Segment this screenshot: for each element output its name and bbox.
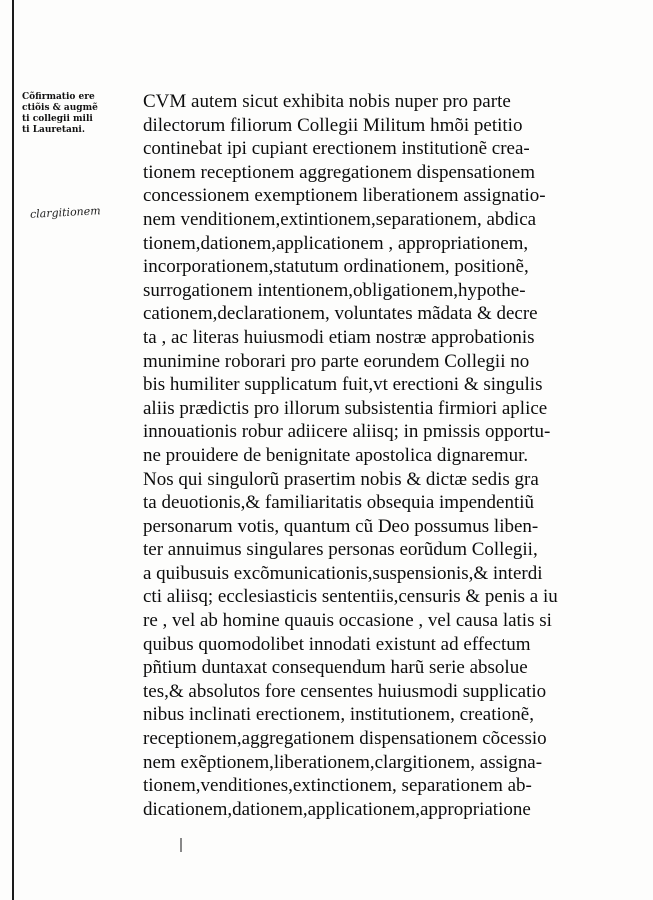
text-line: continebat ipi cupiant erectionem institutionẽ crea- xyxy=(143,138,530,160)
text-line: re , vel ab homine quauis occasione , vel causa latis si xyxy=(143,610,552,632)
text-line: ter annuimus singulares personas eorũdum Collegii, xyxy=(143,539,538,561)
text-line: concessionem exemptionem liberationem assignatio- xyxy=(143,185,546,207)
text-line: dilectorum filiorum Collegii Militum hmõi petitio xyxy=(143,114,523,136)
text-line: pñtium duntaxat consequendum harũ serie absolue xyxy=(143,657,528,679)
left-page-edge xyxy=(12,0,14,900)
text-line: cationem,declarationem, voluntates mãdata & decre xyxy=(143,303,538,325)
body-text xyxy=(143,90,603,821)
text-line: ta , ac literas huiusmodi etiam nostræ approbationis xyxy=(143,326,535,348)
text-line: Nos qui singulorũ prasertim nobis & dictæ sedis gra xyxy=(143,468,539,490)
text-line: personarum votis, quantum cũ Deo possumus liben- xyxy=(143,515,539,537)
text-line: bis humiliter supplicatum fuit,vt erectioni & singulis xyxy=(143,374,543,396)
text-line: surrogationem intentionem,obligationem,hypothe- xyxy=(143,279,526,301)
print-mark xyxy=(180,838,182,852)
text-line: quibus quomodolibet innodati existunt ad effectum xyxy=(143,633,531,655)
text-line: a quibusuis excõmunicationis,suspensionis,& interdi xyxy=(143,562,543,584)
handwritten-annotation: clargitionem xyxy=(29,204,101,221)
margin-note-line: ctiõis & augmẽ xyxy=(22,103,98,113)
margin-note xyxy=(22,92,134,136)
text-line: cti aliisq; ecclesiasticis sententiis,censuris & penis a iu xyxy=(143,586,558,608)
text-line: tionem,dationem,applicationem , appropriationem, xyxy=(143,232,529,254)
margin-note-line: ti Lauretani. xyxy=(22,125,85,135)
text-line: munimine roborari pro parte eorundem Collegii no xyxy=(143,350,530,372)
text-line: tes,& absolutos fore censentes huiusmodi supplicatio xyxy=(143,680,547,702)
text-line: tionem,venditiones,extinctionem, separationem ab- xyxy=(143,775,532,797)
text-line: receptionem,aggregationem dispensationem cõcessio xyxy=(143,728,547,750)
text-line: ne prouidere de benignitate apostolica dignaremur. xyxy=(143,444,529,466)
text-line: aliis prædictis pro illorum subsistentia firmiori aplice xyxy=(143,397,548,419)
text-line: CVM autem sicut exhibita nobis nuper pro parte xyxy=(143,91,511,112)
text-line: incorporationem,statutum ordinationem, positionẽ, xyxy=(143,256,529,278)
text-line: nem exẽptionem,liberationem,clargitionem, assigna- xyxy=(143,751,543,773)
text-line: nibus inclinati erectionem, institutionem, creationẽ, xyxy=(143,704,534,726)
margin-note-line: Cõfirmatio ere xyxy=(22,92,95,102)
text-line: tionem receptionem aggregationem dispensationem xyxy=(143,161,536,183)
margin-note-line: ti collegii mili xyxy=(22,114,93,124)
text-line: nem venditionem,extintionem,separationem, abdica xyxy=(143,208,537,230)
text-line: innouationis robur adiicere aliisq; in pmissis opportu- xyxy=(143,421,551,443)
text-line: dicationem,dationem,applicationem,appropriatione xyxy=(143,798,531,820)
text-line: ta deuotionis,& familiaritatis obsequia impendentiũ xyxy=(143,492,535,514)
